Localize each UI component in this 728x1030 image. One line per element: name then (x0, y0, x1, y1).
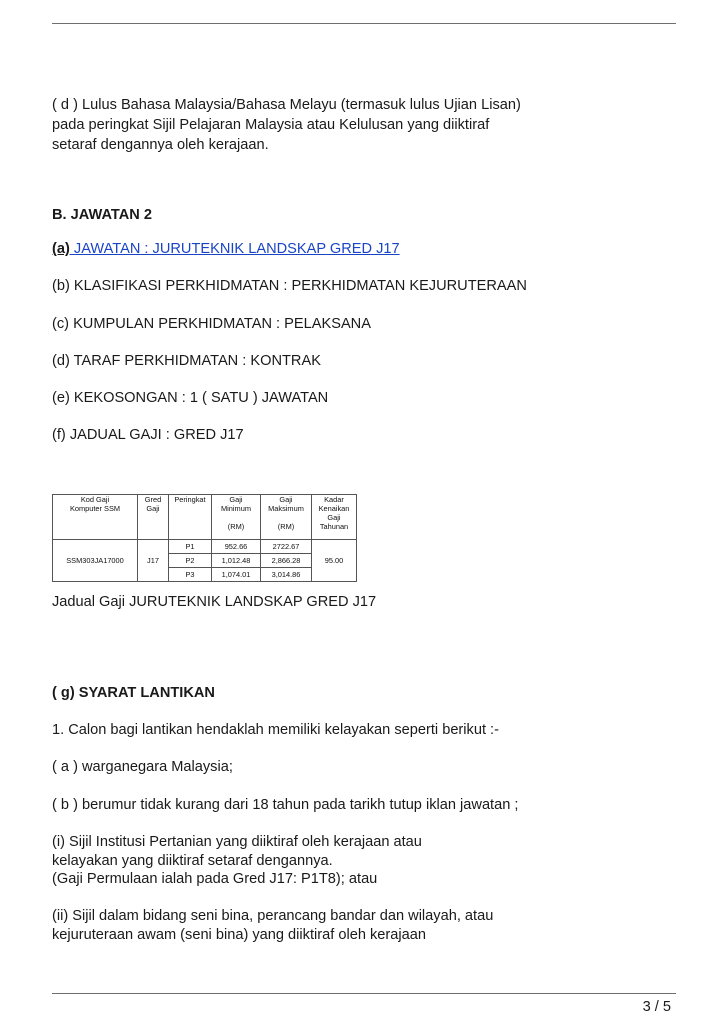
cell-gred: J17 (138, 540, 169, 582)
intro-line-1: ( d ) Lulus Bahasa Malaysia/Bahasa Melayu (termasuk lulus Ujian Lisan) (52, 97, 521, 113)
cell-max: 2722.67 (261, 540, 312, 554)
cell-max: 3,014.86 (261, 568, 312, 582)
cell-kod: SSM303JA17000 (53, 540, 138, 582)
qual-i-line-3: (Gaji Permulaan ialah pada Gred J17: P1T8); atau (52, 871, 378, 887)
table-header-row (53, 495, 357, 540)
header-gred: Gred Gaji (138, 495, 169, 540)
cell-peringkat: P1 (169, 540, 212, 554)
item-c: (c) KUMPULAN PERKHIDMATAN : PELAKSANA (52, 316, 371, 332)
syarat-line-2: ( a ) warganegara Malaysia; (52, 759, 233, 775)
section-heading: B. JAWATAN 2 (52, 207, 153, 223)
page-number: 3 / 5 (642, 999, 671, 1015)
item-b: (b) KLASIFIKASI PERKHIDMATAN : PERKHIDMATAN KEJURUTERAAN (52, 278, 527, 294)
header-max: Gaji Maksimum (RM) (261, 495, 312, 540)
item-e: (e) KEKOSONGAN : 1 ( SATU ) JAWATAN (52, 390, 329, 406)
table-caption: Jadual Gaji JURUTEKNIK LANDSKAP GRED J17 (52, 594, 377, 610)
cell-peringkat: P3 (169, 568, 212, 582)
header-min: Gaji Minimum (RM) (212, 495, 261, 540)
syarat-heading: ( g) SYARAT LANTIKAN (52, 685, 215, 701)
cell-min: 1,012.48 (212, 554, 261, 568)
table-row (53, 540, 357, 554)
item-f: (f) JADUAL GAJI : GRED J17 (52, 427, 244, 443)
salary-table (52, 494, 357, 582)
cell-min: 952.66 (212, 540, 261, 554)
item-a-label: (a) (52, 241, 70, 257)
cell-peringkat: P2 (169, 554, 212, 568)
syarat-line-1: 1. Calon bagi lantikan hendaklah memiliki kelayakan seperti berikut :- (52, 722, 499, 738)
qual-ii-line-1: (ii) Sijil dalam bidang seni bina, perancang bandar dan wilayah, atau (52, 908, 494, 924)
cell-kadar: 95.00 (312, 540, 357, 582)
cell-min: 1,074.01 (212, 568, 261, 582)
item-d: (d) TARAF PERKHIDMATAN : KONTRAK (52, 353, 321, 369)
cell-max: 2,866.28 (261, 554, 312, 568)
footer-rule (52, 993, 676, 994)
item-a (52, 239, 400, 259)
qual-ii-line-2: kejuruteraan awam (seni bina) yang diiktiraf oleh kerajaan (52, 927, 426, 943)
qual-i-line-1: (i) Sijil Institusi Pertanian yang diiktiraf oleh kerajaan atau (52, 834, 422, 850)
header-rule (52, 23, 676, 24)
intro-line-3: setaraf dengannya oleh kerajaan. (52, 137, 269, 153)
header-kadar: Kadar Kenaikan Gaji Tahunan (312, 495, 357, 540)
header-peringkat: Peringkat (169, 495, 212, 540)
syarat-line-3: ( b ) berumur tidak kurang dari 18 tahun pada tarikh tutup iklan jawatan ; (52, 797, 519, 813)
intro-line-2: pada peringkat Sijil Pelajaran Malaysia atau Kelulusan yang diiktiraf (52, 117, 490, 133)
qual-i-line-2: kelayakan yang diiktiraf setaraf dengannya. (52, 853, 333, 869)
header-kod: Kod Gaji Komputer SSM (53, 495, 138, 540)
item-a-link[interactable]: JAWATAN : JURUTEKNIK LANDSKAP GRED J17 (69, 241, 400, 257)
